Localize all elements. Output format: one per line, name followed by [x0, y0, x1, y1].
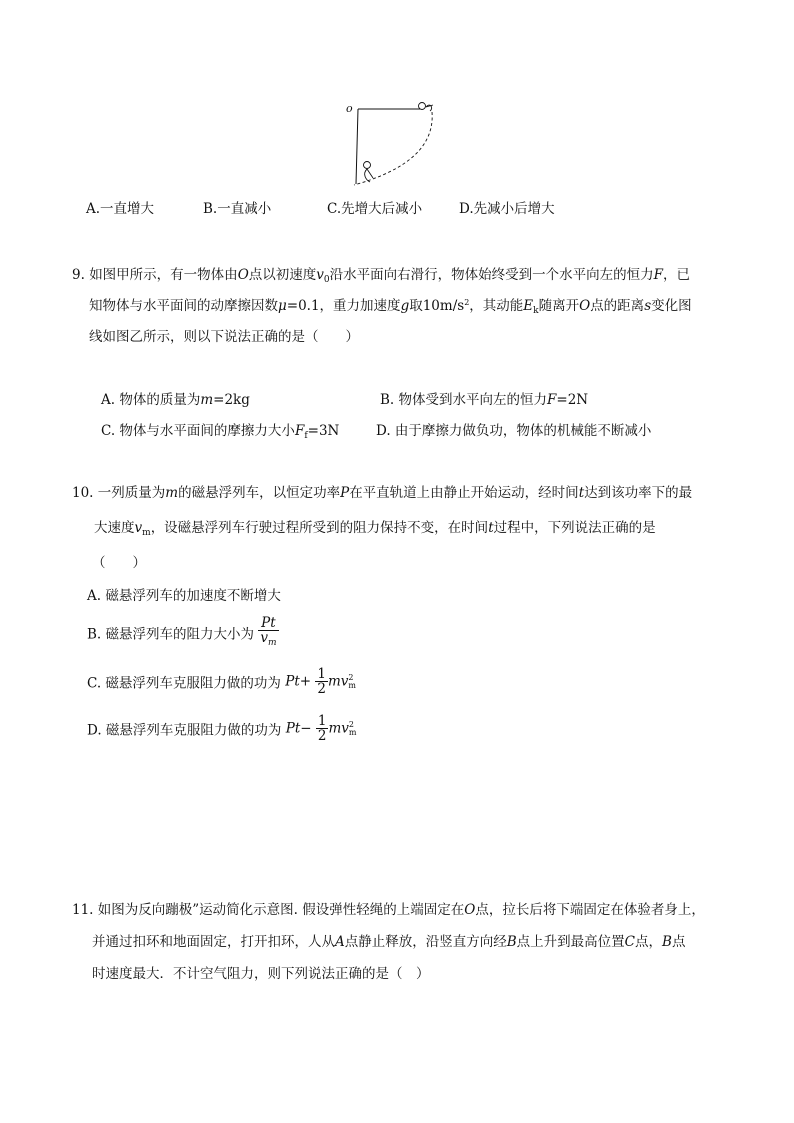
q10-number: 10. — [72, 485, 94, 501]
q10-option-d: D. 磁悬浮列车克服阻力做的功为 Pt− $\frac{1}{2}$ mv 2 m — [87, 713, 357, 745]
q11-line-1: 11. 如图为反向蹦极”运动简化示意图. 假设弹性轻绳的上端固定在O点，拉长后将下端固定在体验者身上， — [72, 902, 705, 918]
q9-option-d: D. 由于摩擦力做负功，物体的机械能不断减小 — [376, 423, 652, 439]
person-bottom-head — [364, 162, 371, 169]
q10-option-c: C. 磁悬浮列车克服阻力做的功为 Pt+ $\frac{1}{2}$ mv 2 m — [87, 666, 356, 698]
q9-number: 9. — [72, 267, 85, 283]
q10-option-a: A. 磁悬浮列车的加速度不断增大 — [87, 588, 281, 604]
half-fraction-d: $\frac{1}{2}$ — [317, 713, 327, 745]
vertical-post — [356, 109, 358, 184]
q11-line-3: 时速度最大．不计空气阻力，则下列说法正确的是（ ） — [92, 966, 430, 982]
q9-option-a: A. 物体的质量为m=2kg — [101, 392, 250, 408]
q9-option-c: C. 物体与水平面间的摩擦力大小$F_f=3N$ — [101, 423, 340, 441]
resistance-fraction: $\frac{Pt}{v_m}$ — [260, 615, 277, 649]
q11-number: 11. — [72, 902, 94, 918]
q10-line-1: 10. 一列质量为m的磁悬浮列车，以恒定功率P在平直轨道上由静止开始运动，经时间t达到该功率下的最 — [72, 485, 693, 501]
pendulum-figure — [340, 96, 450, 190]
q9-line-1: 9. 如图甲所示，有一物体由O点以初速度$v_0$沿水平面向右滑行，物体始终受到一个水平向左的恒力F，已 — [72, 267, 691, 285]
person-top-body — [426, 105, 433, 111]
q8-option-d: D.先减小后增大 — [459, 201, 555, 217]
q11-line-2: 并通过扣环和地面固定，打开扣环，人从A点静止释放，沿竖直方向经B点上升到最高位置C点，B点 — [92, 934, 686, 950]
q10-line-3: （ ） — [92, 555, 146, 571]
q9-line-2: 知物体与水平面间的动摩擦因数μ=0.1，重力加速度g取$10m/s^2$，其动能$E_k$随离开O点的距离s变化图 — [89, 298, 692, 316]
origin-label: o — [346, 102, 353, 115]
q8-option-c: C.先增大后减小 — [327, 201, 423, 217]
q9-line-3: 线如图乙所示，则以下说法正确的是（ ） — [89, 329, 359, 345]
q10-line-2: 大速度$v_m$，设磁悬浮列车行驶过程所受到的阻力保持不变，在时间t过程中，下列说法正确的是 — [94, 520, 656, 538]
q8-option-b: B.一直减小 — [203, 201, 272, 217]
q8-option-a: A.一直增大 — [86, 201, 155, 217]
half-fraction-c: $\frac{1}{2}$ — [317, 666, 326, 698]
swing-arc — [354, 112, 432, 185]
q9-option-b: B. 物体受到水平向左的恒力F=2N — [380, 392, 589, 408]
person-top-head — [419, 103, 426, 110]
q10-option-b: B. 磁悬浮列车的阻力大小为 $\frac{Pt}{v_m}$ — [87, 615, 277, 649]
